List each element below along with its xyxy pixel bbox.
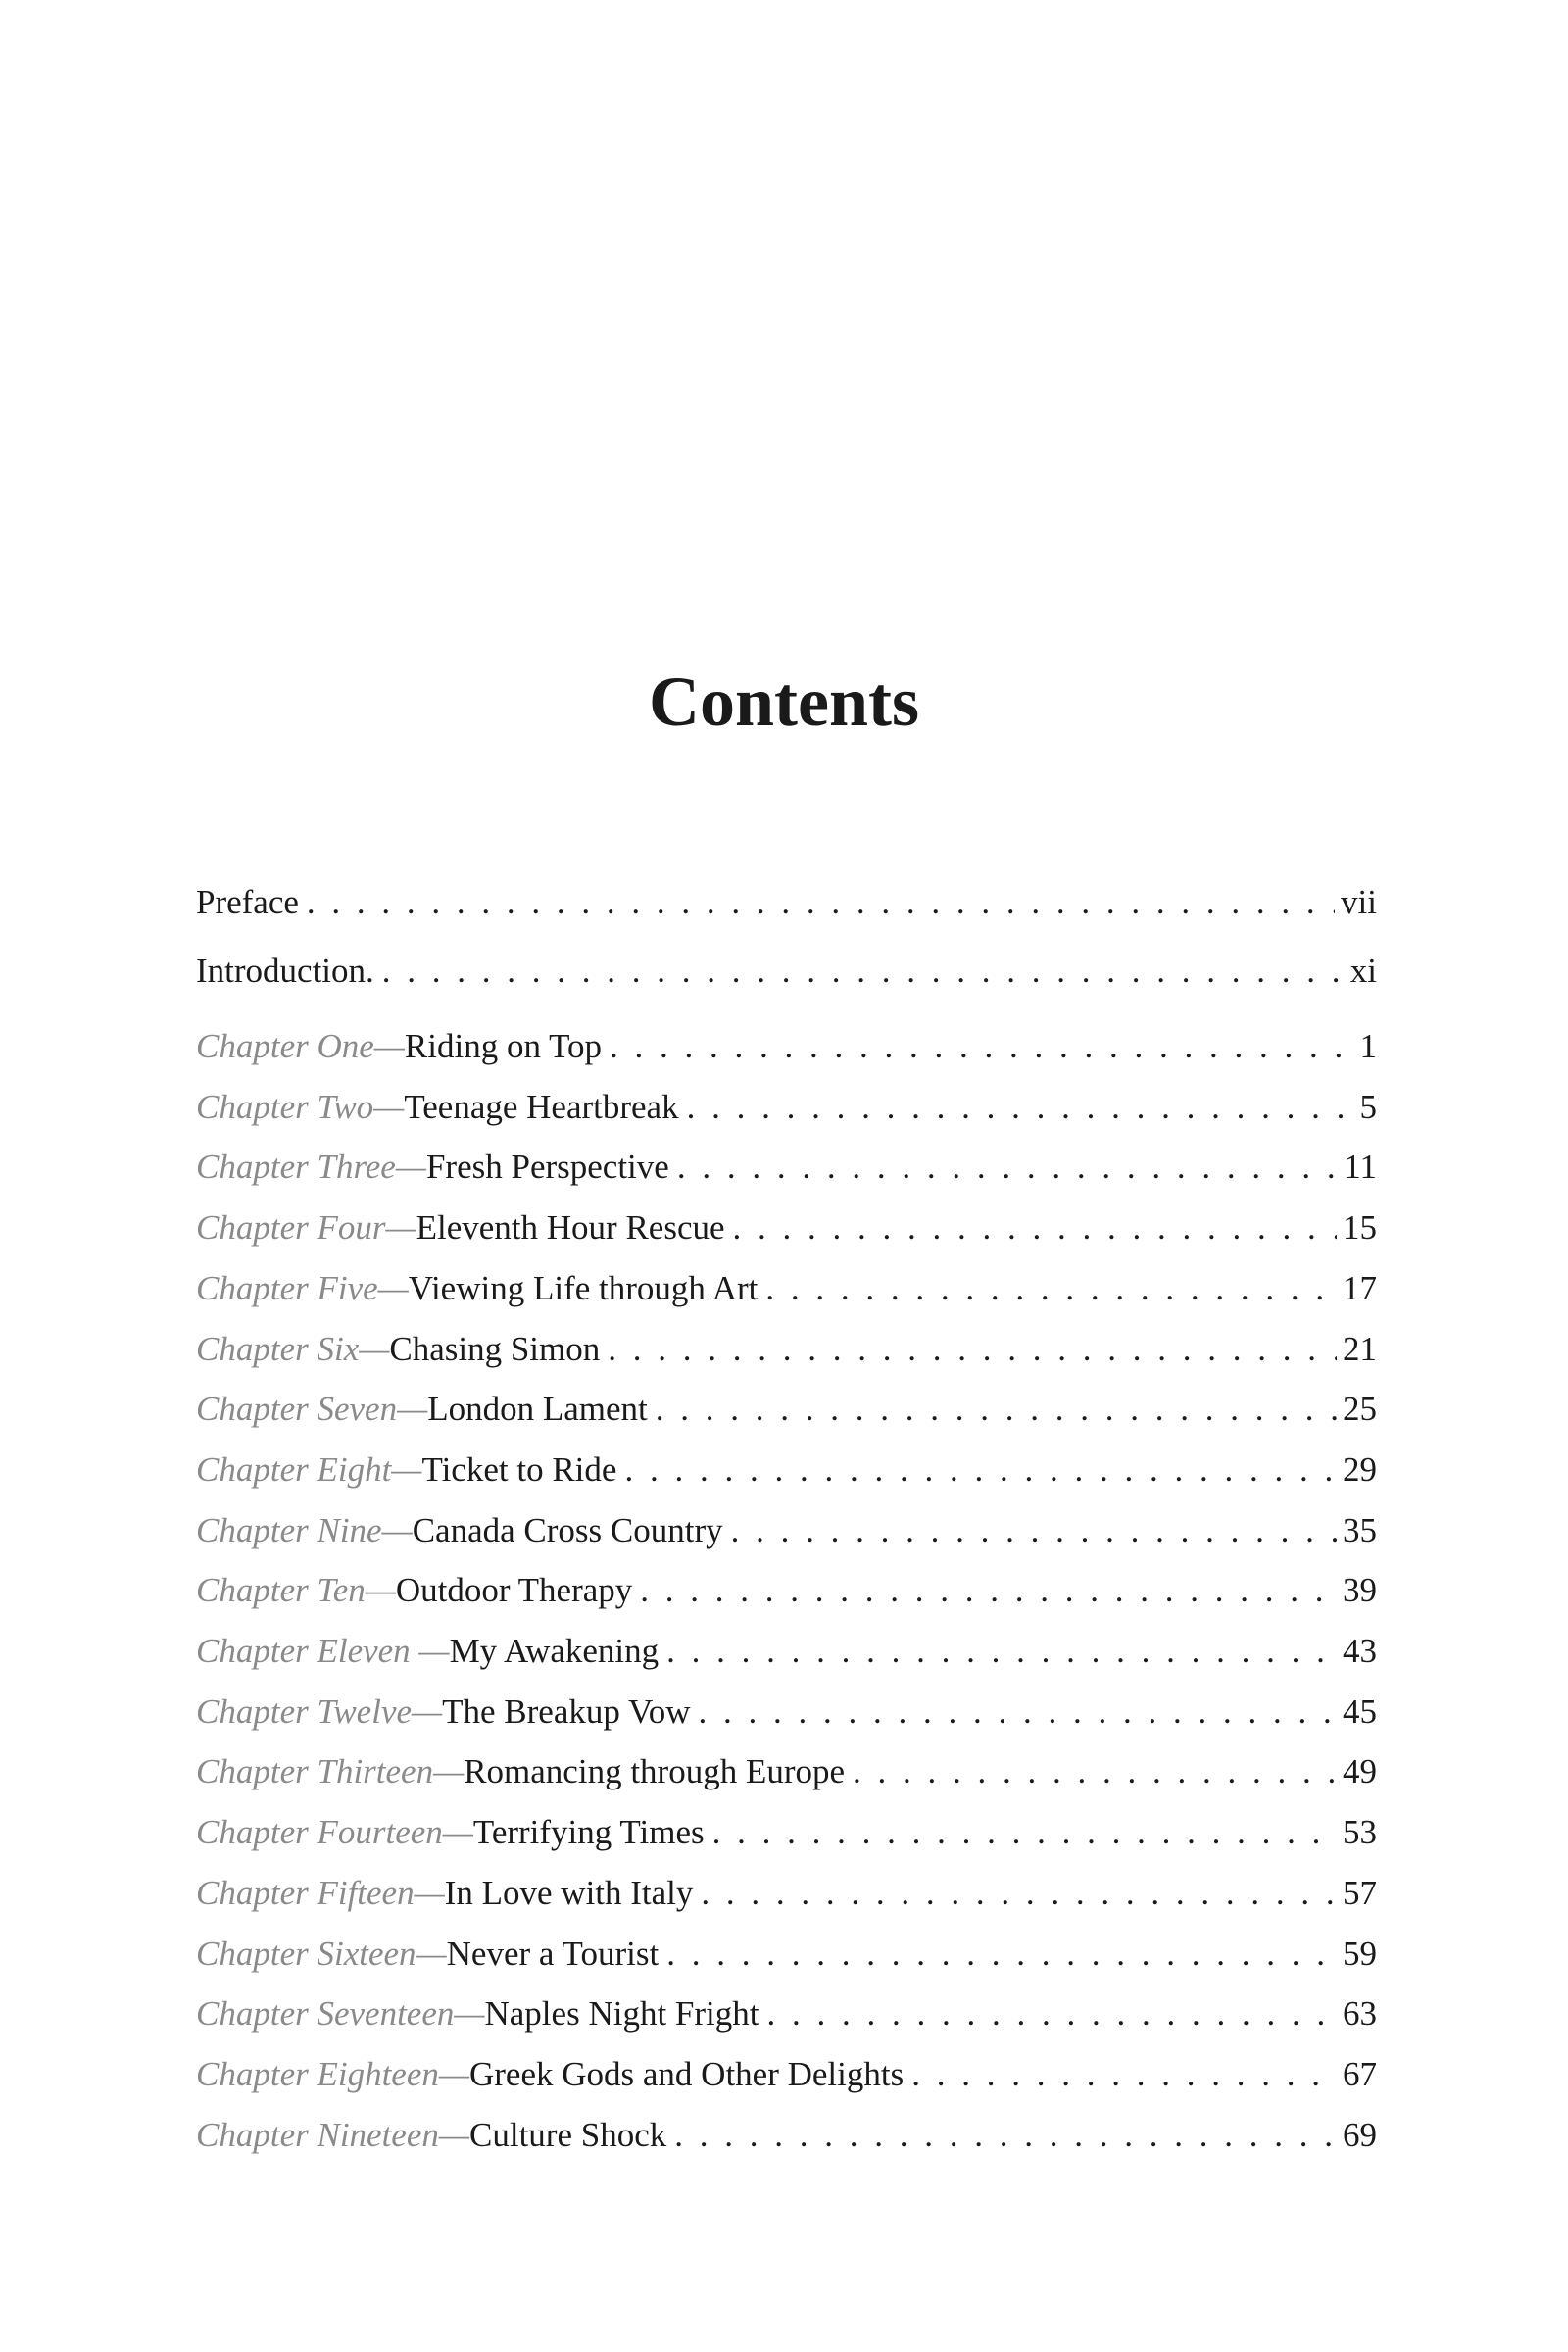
page-number: 21 (1343, 1329, 1377, 1368)
dot-leader (666, 1934, 1337, 1975)
entry-title: Fresh Perspective (425, 1148, 669, 1187)
toc-entry (196, 951, 1377, 992)
toc-entry (196, 1873, 1377, 1914)
chapter-number: Chapter Five— (196, 1268, 409, 1307)
toc-entry (196, 2054, 1377, 2095)
toc-entry (196, 1147, 1377, 1188)
page-number: 1 (1359, 1027, 1377, 1065)
dot-leader (674, 2115, 1337, 2156)
entry-title: Never a Tourist (446, 1934, 660, 1973)
entry-title: In Love with Italy (444, 1873, 694, 1912)
toc-entry (196, 1993, 1377, 2034)
entry-title: London Lament (427, 1390, 648, 1429)
dot-leader (712, 1812, 1337, 1853)
chapter-number: Chapter Eighteen— (196, 2054, 469, 2093)
dot-leader (911, 2054, 1337, 2095)
dot-leader (701, 1873, 1337, 1914)
entry-title: Preface (196, 883, 299, 921)
page-number: 39 (1343, 1571, 1377, 1610)
chapter-number: Chapter Twelve— (196, 1691, 443, 1731)
toc-entry (196, 2115, 1377, 2156)
entry-title: Eleventh Hour Rescue (416, 1208, 725, 1248)
entry-title: Ticket to Ride (421, 1449, 617, 1489)
entry-title: Canada Cross Country (412, 1510, 723, 1549)
toc-entry (196, 1329, 1377, 1370)
toc-entry (196, 882, 1377, 923)
toc-entry (196, 1812, 1377, 1853)
chapter-number: Chapter Nine— (196, 1510, 413, 1549)
dot-leader (640, 1570, 1337, 1611)
chapter-number: Chapter Sixteen— (196, 1934, 447, 1973)
dot-leader (624, 1449, 1337, 1491)
dot-leader (382, 951, 1345, 992)
entry-title: Romancing through Europe (464, 1752, 846, 1791)
toc-entry (196, 1449, 1377, 1491)
page-number: 11 (1344, 1148, 1377, 1187)
chapter-number: Chapter Ten— (196, 1571, 396, 1610)
chapter-number: Chapter Fifteen— (196, 1873, 445, 1912)
page-number: 29 (1343, 1449, 1377, 1489)
page-number: 57 (1343, 1873, 1377, 1912)
entry-title: Outdoor Therapy (395, 1571, 633, 1610)
page-number: 59 (1343, 1934, 1377, 1973)
dot-leader (610, 1026, 1353, 1067)
entry-title: Introduction. (196, 952, 374, 990)
chapter-number: Chapter Eleven — (196, 1632, 450, 1670)
dot-leader (766, 1993, 1337, 2034)
entry-title: Chasing Simon (389, 1329, 601, 1368)
dot-leader (699, 1691, 1337, 1733)
page-number: xi (1349, 952, 1377, 990)
toc-entry (196, 1570, 1377, 1611)
toc-entry (196, 1631, 1377, 1672)
dot-leader (307, 882, 1335, 923)
entry-title: Culture Shock (469, 2115, 667, 2154)
page-number: 67 (1343, 2054, 1377, 2093)
dot-leader (608, 1329, 1337, 1370)
page-number: 35 (1343, 1510, 1377, 1549)
chapter-number: Chapter One— (196, 1027, 405, 1065)
entry-title: Terrifying Times (472, 1813, 705, 1852)
contents-heading: Contents (648, 662, 919, 741)
page-number: vii (1341, 883, 1377, 921)
page-number: 17 (1343, 1268, 1377, 1307)
toc-entry (196, 1934, 1377, 1975)
toc-entry (196, 1087, 1377, 1128)
dot-leader (733, 1207, 1337, 1249)
chapter-number: Chapter Seven— (196, 1390, 428, 1429)
page-number: 49 (1343, 1752, 1377, 1791)
chapter-number: Chapter Four— (196, 1208, 416, 1248)
chapter-number: Chapter Thirteen— (196, 1752, 465, 1791)
dot-leader (677, 1147, 1338, 1188)
chapter-number: Chapter Nineteen— (196, 2115, 469, 2154)
toc-entry (196, 1691, 1377, 1733)
page-number: 25 (1343, 1390, 1377, 1429)
page-number: 43 (1343, 1632, 1377, 1670)
page-number: 5 (1359, 1087, 1377, 1126)
dot-leader (853, 1751, 1337, 1792)
page-number: 45 (1343, 1691, 1377, 1731)
chapter-number: Chapter Seventeen— (196, 1994, 485, 2034)
dot-leader (687, 1087, 1354, 1128)
chapter-number: Chapter Two— (196, 1087, 405, 1126)
chapter-number: Chapter Fourteen— (196, 1813, 473, 1852)
page-number: 15 (1343, 1208, 1377, 1248)
toc-entry (196, 1751, 1377, 1792)
entry-title: Naples Night Fright (484, 1994, 760, 2034)
page-number: 63 (1343, 1994, 1377, 2034)
entry-title: The Breakup Vow (442, 1691, 691, 1731)
toc-entry (196, 1510, 1377, 1551)
entry-title: Teenage Heartbreak (404, 1087, 679, 1126)
entry-title: Greek Gods and Other Delights (469, 2054, 905, 2093)
entry-title: Viewing Life through Art (408, 1268, 759, 1307)
page-number: 53 (1343, 1813, 1377, 1852)
chapter-number: Chapter Six— (196, 1329, 390, 1368)
toc-entry (196, 1207, 1377, 1249)
dot-leader (656, 1389, 1337, 1430)
toc-entry (196, 1389, 1377, 1430)
dot-leader (765, 1268, 1337, 1309)
chapter-number: Chapter Three— (196, 1148, 426, 1187)
entry-title: Riding on Top (404, 1027, 603, 1065)
entry-title: My Awakening (449, 1632, 660, 1670)
dot-leader (666, 1631, 1337, 1672)
toc-entry (196, 1268, 1377, 1309)
page-number: 69 (1343, 2115, 1377, 2154)
dot-leader (731, 1510, 1337, 1551)
toc-entry (196, 1026, 1377, 1067)
chapter-number: Chapter Eight— (196, 1449, 422, 1489)
